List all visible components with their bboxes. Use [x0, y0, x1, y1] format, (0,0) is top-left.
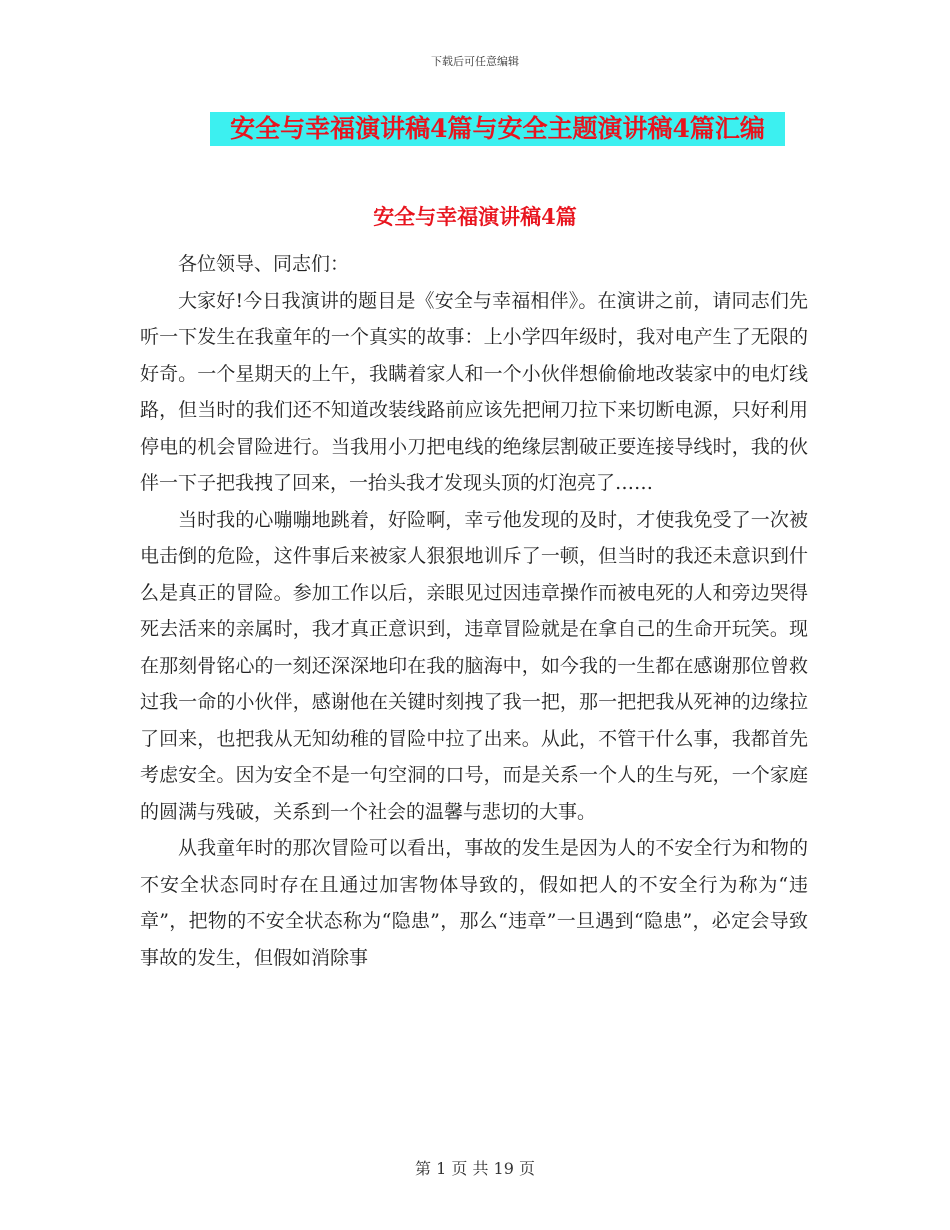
greeting-paragraph: 各位领导、同志们：: [178, 253, 350, 275]
body-paragraph: 当时我的心嘣嘣地跳着，好险啊，幸亏他发现的及时，才使我免受了一次被电击倒的危险，这件事后来被家人狠狠地训斥了一顿，但当时的我还未意识到什么是真正的冒险。参加工作以后，亲眼见过因违章操作而被电死的人和旁边哭得死去活来的亲属时，我才真正意识到，违章冒险就是在拿自己的生命开玩笑。现在那刻骨铭心的一刻还深深地印在我的脑海中，如今我的一生都在感谢那位曾救过我一命的小伙伴，感谢他在关键时刻拽了我一把，那一把把我从死神的边缘拉了回来，也把我从无知幼稚的冒险中拉了出来。从此，不管干什么事，我都首先考虑安全。因为安全不是一句空洞的口号，而是关系一个人的生与死，一个家庭的圆满与残破，关系到一个社会的温馨与悲切的大事。: [140, 508, 808, 823]
body-paragraph: 大家好!今日我演讲的题目是《安全与幸福相伴》。在演讲之前，请同志们先听一下发生在我童年的一个真实的故事：上小学四年级时，我对电产生了无限的好奇。一个星期天的上午，我瞒着家人和一个小伙伴想偷偷地改装家中的电灯线路，但当时的我们还不知道改装线路前应该先把闸刀拉下来切断电源，只好利用停电的机会冒险进行。当我用小刀把电线的绝缘层割破正要连接导线时，我的伙伴一下子把我拽了回来，一抬头我才发现头顶的灯泡亮了……: [140, 289, 808, 494]
page-header-note: 下载后可任意编辑: [431, 55, 519, 68]
page-number: 第 1 页 共 19 页: [415, 1159, 535, 1178]
body-paragraph: 从我童年时的那次冒险可以看出，事故的发生是因为人的不安全行为和物的不安全状态同时存在且通过加害物体导致的，假如把人的不安全行为称为“违章”，把物的不安全状态称为“隐患”，那么“违章”一旦遇到“隐患”，必定会导致事故的发生，但假如消除事: [140, 837, 808, 969]
section-title: 安全与幸福演讲稿4篇: [373, 204, 577, 229]
document-title: 安全与幸福演讲稿4篇与安全主题演讲稿4篇汇编: [210, 112, 785, 146]
document-body: [140, 246, 808, 976]
